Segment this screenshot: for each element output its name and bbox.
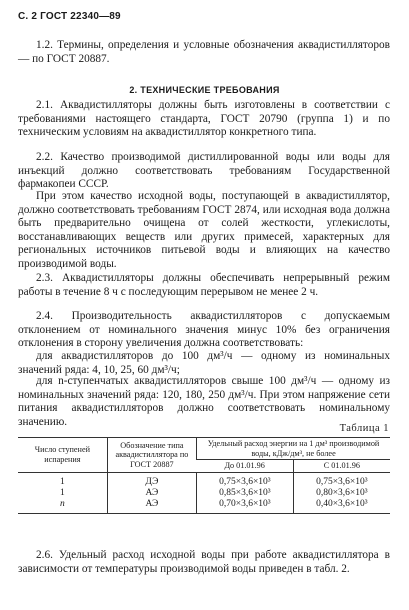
cell-type: АЭ bbox=[107, 499, 196, 514]
cell-type: ДЭ bbox=[107, 472, 196, 488]
table-header-type: Обозначение типа аквадистиллятора по ГОСТ 20887 bbox=[107, 438, 196, 473]
table-header-energy: Удельный расход энергии на 1 дм³ производимой воды, кДж/дм³, не более bbox=[197, 438, 390, 460]
cell-stages: 1 bbox=[60, 487, 65, 498]
cell-after: 0,40×3,6×10³ bbox=[293, 499, 390, 514]
paragraph-2-3: 2.3. Аквадистилляторы должны обеспечивать непрерывный режим работы в течение 8 ч с последующим перерывом не менее 2 ч. bbox=[18, 272, 390, 298]
cell-before: 0,85×3,6×10³ bbox=[197, 488, 294, 499]
cell-after: 0,80×3,6×10³ bbox=[293, 488, 390, 499]
table-header-before: До 01.01.96 bbox=[197, 460, 294, 473]
cell-after: 0,75×3,6×10³ bbox=[293, 472, 390, 488]
paragraph-2-6: 2.6. Удельный расход исходной воды при работе аквадистиллятора в зависимости от температуры производимой воды приведен в табл. 2. bbox=[18, 549, 390, 575]
paragraph-1-2: 1.2. Термины, определения и условные обозначения аквадистилляторов — по ГОСТ 20887. bbox=[18, 39, 390, 65]
paragraph-2-2: 2.2. Качество производимой дистиллированной воды или воды для инъекций должно соответствовать требованиям Государственной фармакопеи СССР. bbox=[18, 151, 390, 191]
cell-stages: n bbox=[60, 498, 65, 509]
paragraph-2-4-item-b: для n-ступенчатых аквадистилляторов свыше 100 дм³/ч — одному из номинальных значений ряда: 120, 180, 250 дм³/ч. При этом напряжение сети питания аквадистилляторов должно соответствовать номинальному значению. bbox=[18, 375, 390, 428]
table-1-caption: Таблица 1 bbox=[339, 423, 389, 434]
table-header-after: С 01.01.96 bbox=[293, 460, 390, 473]
table-row bbox=[18, 472, 390, 488]
cell-type: АЭ bbox=[107, 488, 196, 499]
table-1 bbox=[18, 437, 390, 514]
cell-before: 0,75×3,6×10³ bbox=[197, 472, 294, 488]
table-row bbox=[18, 499, 390, 514]
cell-before: 0,70×3,6×10³ bbox=[197, 499, 294, 514]
cell-stages: 1 bbox=[60, 476, 65, 487]
paragraph-2-1: 2.1. Аквадистилляторы должны быть изготовлены в соответствии с требованиями настоящего стандарта, ГОСТ 20790 (группа 1) и по техническим условиям на аквадистиллятор конкретного типа. bbox=[18, 99, 390, 139]
page-header: С. 2 ГОСТ 22340—89 bbox=[18, 11, 121, 22]
section-title: 2. ТЕХНИЧЕСКИЕ ТРЕБОВАНИЯ bbox=[129, 85, 280, 95]
table-row bbox=[18, 488, 390, 499]
table-header-stages: Число ступеней испарения bbox=[18, 438, 107, 473]
paragraph-2-4-item-a: для аквадистилляторов до 100 дм³/ч — одному из номинальных значений ряда: 4, 10, 25, 60 дм³/ч; bbox=[18, 350, 390, 376]
paragraph-2-2-continued: При этом качество исходной воды, поступающей в аквадистиллятор, должно соответствовать требованиям ГОСТ 2874, или исходная вода должна быть предварительно очищена от солей жесткости, углекислоты, восстанавливающих веществ или других примесей, характерных для региональных источников питьевой воды и влияющих на качество производимой воды. bbox=[18, 190, 390, 270]
paragraph-2-4: 2.4. Производительность аквадистилляторов с допускаемым отклонением от номинального значения минус 10% без ограничения отклонения в сторону увеличения должна соответствовать: bbox=[18, 310, 390, 350]
